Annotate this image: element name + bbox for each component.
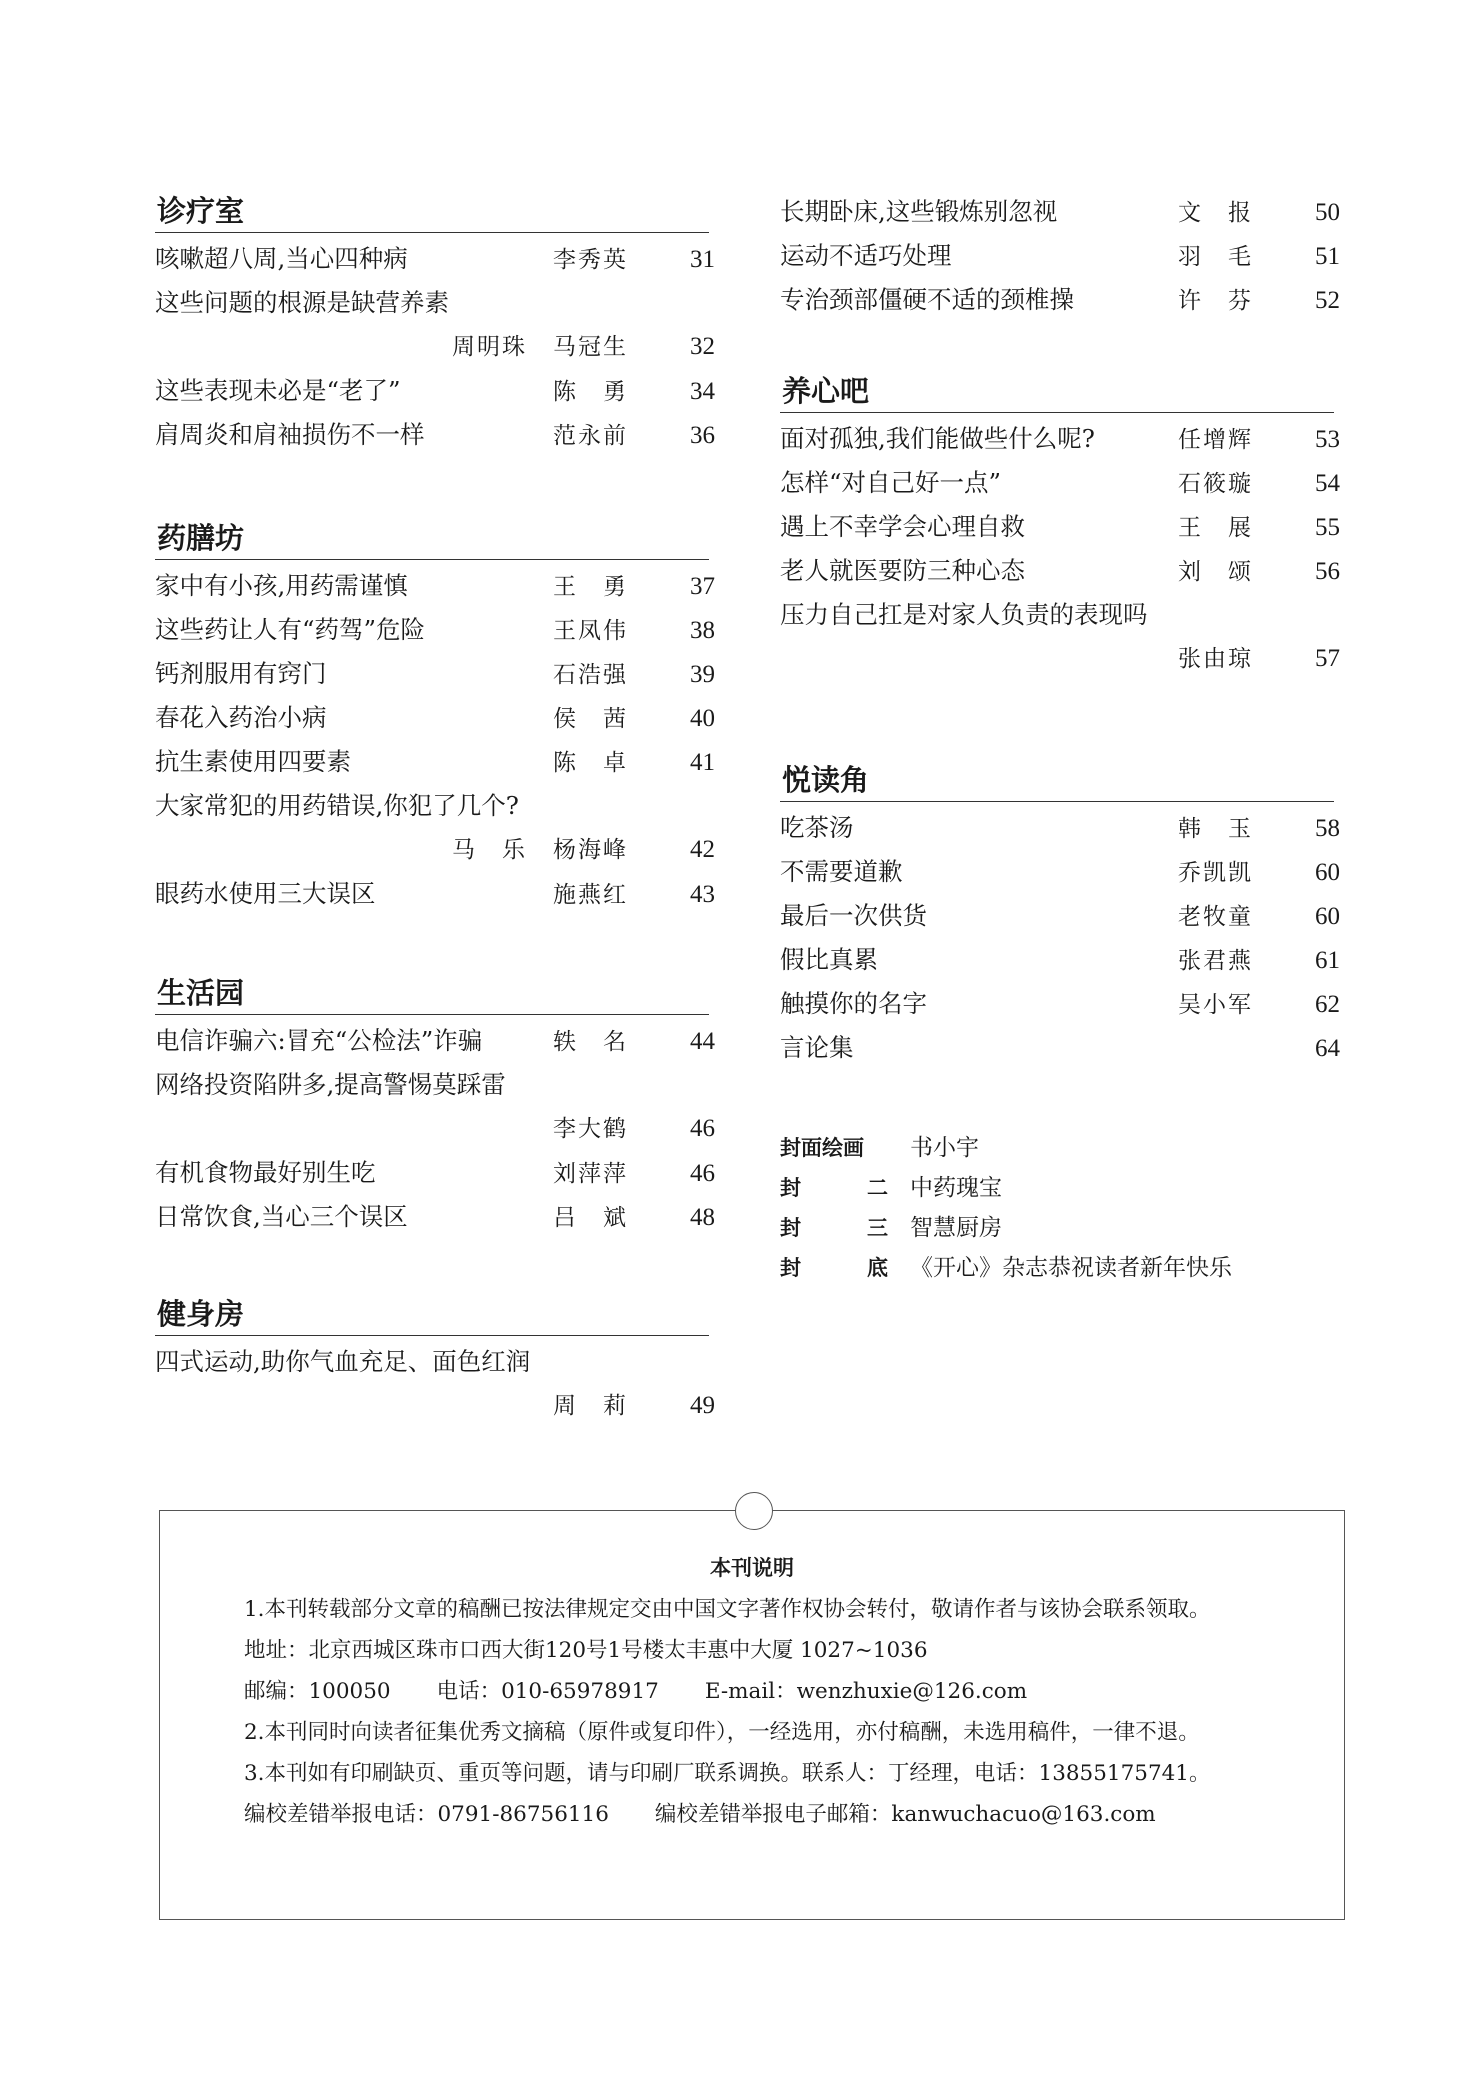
entry-page: 46	[690, 1160, 715, 1187]
entry-author-row	[780, 637, 1340, 681]
toc-entry	[780, 234, 1340, 278]
toc-entry	[155, 1019, 715, 1063]
entry-page: 49	[690, 1392, 715, 1419]
toc-entry	[155, 237, 715, 281]
entry-page: 39	[690, 661, 715, 688]
credit-value: 书小宇	[910, 1135, 979, 1161]
entry-title: 这些表现未必是“老了”	[155, 376, 401, 405]
toc-entry	[780, 505, 1340, 549]
entry-row	[155, 237, 715, 281]
entry-author-row	[155, 1107, 715, 1151]
entry-title: 老人就医要防三种心态	[780, 556, 1025, 585]
entry-title: 肩周炎和肩袖损伤不一样	[155, 420, 425, 449]
entry-author: 石浩强	[553, 662, 628, 688]
toc-entry	[155, 608, 715, 652]
credit-label-part: 底	[867, 1256, 888, 1280]
section-title: 生活园	[155, 972, 709, 1015]
section-title: 健身房	[155, 1293, 709, 1336]
entry-row	[780, 234, 1340, 278]
entry-author: 马冠生	[553, 334, 628, 360]
toc-entry	[155, 281, 715, 369]
entry-author: 陈 勇	[553, 379, 628, 405]
entry-title: 专治颈部僵硬不适的颈椎操	[780, 285, 1074, 314]
toc-entry	[155, 784, 715, 872]
entry-page: 61	[1315, 947, 1340, 974]
entry-author: 羽 毛	[1178, 244, 1253, 270]
entry-title: 这些药让人有“药驾”危险	[155, 615, 426, 644]
entry-author: 周 莉	[553, 1393, 628, 1419]
entry-author-prefix: 周明珠	[452, 334, 527, 360]
credit-label-part: 三	[867, 1216, 888, 1240]
entry-title: 假比真累	[780, 945, 878, 974]
entry-page: 52	[1315, 287, 1340, 314]
credit-label	[780, 1128, 898, 1168]
entry-row	[780, 190, 1340, 234]
toc-entry	[780, 190, 1340, 234]
entry-page: 48	[690, 1204, 715, 1231]
entry-page: 64	[1315, 1035, 1340, 1062]
entry-row	[780, 894, 1340, 938]
entry-row	[780, 982, 1340, 1026]
entry-page: 62	[1315, 991, 1340, 1018]
section-title: 养心吧	[780, 370, 1334, 413]
toc-section	[155, 972, 715, 1239]
notice-address: 地址：北京西城区珠市口西大街120号1号楼太丰惠中大厦 1027~1036	[244, 1638, 928, 1663]
entry-author: 王 勇	[553, 574, 628, 600]
notice-item-1: 1.本刊转载部分文章的稿酬已按法律规定交由中国文字著作权协会转付，敬请作者与该协会联系领取。	[244, 1597, 1211, 1622]
entry-page: 32	[690, 333, 715, 360]
entry-title: 压力自己扛是对家人负责的表现吗	[780, 600, 1148, 629]
entry-row	[155, 1195, 715, 1239]
entry-title: 眼药水使用三大误区	[155, 879, 376, 908]
section-title: 诊疗室	[155, 190, 709, 233]
entry-author-row	[155, 1384, 715, 1428]
entry-title: 言论集	[780, 1033, 854, 1062]
entry-row	[155, 413, 715, 457]
entry-author: 李秀英	[553, 247, 628, 273]
entry-page: 60	[1315, 903, 1340, 930]
entry-row	[780, 278, 1340, 322]
toc-section	[780, 370, 1340, 681]
entry-author: 张由琼	[1178, 646, 1253, 672]
toc-entry	[780, 938, 1340, 982]
toc-section	[155, 190, 715, 457]
toc-entry	[155, 740, 715, 784]
toc-entry	[780, 593, 1340, 681]
entry-title: 春花入药治小病	[155, 703, 327, 732]
toc-entry	[780, 1026, 1340, 1070]
credit-line	[780, 1208, 1340, 1248]
entry-author: 刘萍萍	[553, 1161, 628, 1187]
notice-email: E-mail：wenzhuxie@126.com	[704, 1679, 1028, 1704]
credit-label	[780, 1208, 898, 1248]
entry-author: 许 芬	[1178, 288, 1253, 314]
credit-line	[780, 1168, 1340, 1208]
entry-title: 网络投资陷阱多,提高警惕莫踩雷	[155, 1070, 506, 1099]
entry-row	[780, 1026, 1340, 1070]
entry-row	[155, 369, 715, 413]
entry-author: 吴小军	[1178, 992, 1253, 1018]
entry-title: 最后一次供货	[780, 901, 927, 930]
credit-label	[780, 1168, 898, 1208]
credit-label-part: 封	[780, 1256, 801, 1280]
entry-row	[780, 461, 1340, 505]
entry-page: 38	[690, 617, 715, 644]
entry-page: 55	[1315, 514, 1340, 541]
notice-phone: 电话：010-65978917	[436, 1679, 659, 1704]
entry-title: 触摸你的名字	[780, 989, 927, 1018]
credit-line	[780, 1248, 1340, 1288]
entry-title: 吃茶汤	[780, 813, 854, 842]
entry-title: 怎样“对自己好一点”	[780, 468, 1002, 497]
entry-row	[780, 505, 1340, 549]
toc-right-column	[780, 190, 1340, 1288]
toc-entry	[155, 696, 715, 740]
entry-title: 咳嗽超八周,当心四种病	[155, 244, 408, 273]
toc-section	[155, 1293, 715, 1428]
credit-line	[780, 1128, 1340, 1168]
entry-author: 张君燕	[1178, 948, 1253, 974]
entry-title: 长期卧床,这些锻炼别忽视	[780, 197, 1058, 226]
credit-label-part: 封	[780, 1176, 801, 1200]
credit-label	[780, 1248, 898, 1288]
entry-author: 轶 名	[553, 1029, 628, 1055]
toc-entry	[780, 982, 1340, 1026]
credit-label-part: 封	[780, 1216, 801, 1240]
entry-page: 56	[1315, 558, 1340, 585]
toc-entry	[155, 1151, 715, 1195]
entry-title: 电信诈骗六:冒充“公检法”诈骗	[155, 1026, 483, 1055]
toc-entry	[780, 894, 1340, 938]
entry-row	[780, 850, 1340, 894]
entry-page: 44	[690, 1028, 715, 1055]
entry-row	[780, 806, 1340, 850]
entry-author-row	[155, 325, 715, 369]
entry-row	[155, 652, 715, 696]
entry-author-row	[155, 828, 715, 872]
entry-author: 范永前	[553, 423, 628, 449]
toc-entry	[155, 413, 715, 457]
entry-author: 侯 茜	[553, 706, 628, 732]
toc-entry	[780, 806, 1340, 850]
notice-item-2: 2.本刊同时向读者征集优秀文摘稿（原件或复印件），一经选用，亦付稿酬，未选用稿件，一律不退。	[244, 1720, 1200, 1745]
circle-ornament	[735, 1492, 773, 1530]
cover-credits	[780, 1128, 1340, 1288]
entry-author: 杨海峰	[553, 837, 628, 863]
entry-page: 43	[690, 881, 715, 908]
entry-page: 37	[690, 573, 715, 600]
toc-entry	[780, 850, 1340, 894]
entry-page: 57	[1315, 645, 1340, 672]
entry-row	[780, 938, 1340, 982]
entry-author-prefix: 马 乐	[452, 837, 527, 863]
entry-page: 40	[690, 705, 715, 732]
entry-page: 31	[690, 246, 715, 273]
entry-author: 王凤伟	[553, 618, 628, 644]
toc-section	[155, 517, 715, 916]
entry-row	[155, 1019, 715, 1063]
entry-row	[155, 564, 715, 608]
entry-page: 34	[690, 378, 715, 405]
entry-page: 36	[690, 422, 715, 449]
entry-title: 抗生素使用四要素	[155, 747, 351, 776]
entry-row	[780, 549, 1340, 593]
toc-entry	[780, 549, 1340, 593]
toc-entry	[155, 1340, 715, 1428]
credit-value: 《开心》杂志恭祝读者新年快乐	[910, 1255, 1232, 1281]
entry-row	[155, 696, 715, 740]
entry-page: 50	[1315, 199, 1340, 226]
credit-label-part: 二	[867, 1176, 888, 1200]
credit-value: 中药瑰宝	[910, 1175, 1002, 1201]
toc-entry	[155, 652, 715, 696]
entry-title: 不需要道歉	[780, 857, 903, 886]
notice-report-phone: 编校差错举报电话：0791-86756116	[244, 1802, 609, 1827]
entry-title: 家中有小孩,用药需谨慎	[155, 571, 408, 600]
notice-item-3: 3.本刊如有印刷缺页、重页等问题，请与印刷厂联系调换。联系人：丁经理，电话：13855175741。	[244, 1761, 1211, 1786]
toc-left-column	[155, 190, 715, 1486]
entry-page: 41	[690, 749, 715, 776]
entry-title: 钙剂服用有窍门	[155, 659, 327, 688]
section-title: 药膳坊	[155, 517, 709, 560]
toc-entry	[155, 564, 715, 608]
toc-entry	[155, 1063, 715, 1151]
credit-value: 智慧厨房	[910, 1215, 1002, 1241]
notice-body	[160, 1583, 1344, 1835]
entry-row	[155, 1151, 715, 1195]
entry-title: 四式运动,助你气血充足、面色红润	[155, 1347, 531, 1376]
toc-entry	[155, 1195, 715, 1239]
entry-author: 陈 卓	[553, 750, 628, 776]
toc-section	[780, 190, 1340, 322]
entry-author: 吕 斌	[553, 1205, 628, 1231]
entry-page: 58	[1315, 815, 1340, 842]
toc-entry	[780, 278, 1340, 322]
entry-page: 54	[1315, 470, 1340, 497]
entry-page: 53	[1315, 426, 1340, 453]
notice-box	[159, 1510, 1345, 1920]
entry-title: 遇上不幸学会心理自救	[780, 512, 1025, 541]
entry-row	[155, 740, 715, 784]
entry-author: 王 展	[1178, 515, 1253, 541]
entry-title: 这些问题的根源是缺营养素	[155, 288, 449, 317]
entry-page: 60	[1315, 859, 1340, 886]
entry-page: 46	[690, 1115, 715, 1142]
entry-author: 刘 颂	[1178, 559, 1253, 585]
toc-section	[780, 759, 1340, 1070]
toc-entry	[155, 369, 715, 413]
entry-author: 乔凯凯	[1178, 860, 1253, 886]
entry-author: 韩 玉	[1178, 816, 1253, 842]
entry-row	[780, 417, 1340, 461]
toc-entry	[780, 461, 1340, 505]
notice-postcode: 邮编：100050	[244, 1679, 391, 1704]
entry-author: 石筱璇	[1178, 471, 1253, 497]
toc-entry	[155, 872, 715, 916]
notice-report-email: 编校差错举报电子邮箱：kanwuchacuo@163.com	[654, 1802, 1156, 1827]
entry-title: 日常饮食,当心三个误区	[155, 1202, 408, 1231]
toc-entry	[780, 417, 1340, 461]
entry-title: 面对孤独,我们能做些什么呢?	[780, 424, 1095, 453]
notice-report	[192, 1794, 1312, 1835]
entry-author: 施燕红	[553, 882, 628, 908]
notice-title: 本刊说明	[710, 1556, 794, 1580]
entry-author: 任增辉	[1178, 427, 1253, 453]
entry-title: 有机食物最好别生吃	[155, 1158, 376, 1187]
entry-author: 文 报	[1178, 200, 1253, 226]
section-title: 悦读角	[780, 759, 1334, 802]
entry-page: 51	[1315, 243, 1340, 270]
entry-author: 李大鹤	[553, 1116, 628, 1142]
entry-title: 大家常犯的用药错误,你犯了几个?	[155, 791, 519, 820]
entry-title: 运动不适巧处理	[780, 241, 952, 270]
entry-row	[155, 608, 715, 652]
entry-page: 42	[690, 836, 715, 863]
credit-label-part: 封面绘画	[780, 1136, 864, 1160]
notice-contact	[192, 1671, 1312, 1712]
entry-row	[155, 872, 715, 916]
entry-author: 老牧童	[1178, 904, 1253, 930]
